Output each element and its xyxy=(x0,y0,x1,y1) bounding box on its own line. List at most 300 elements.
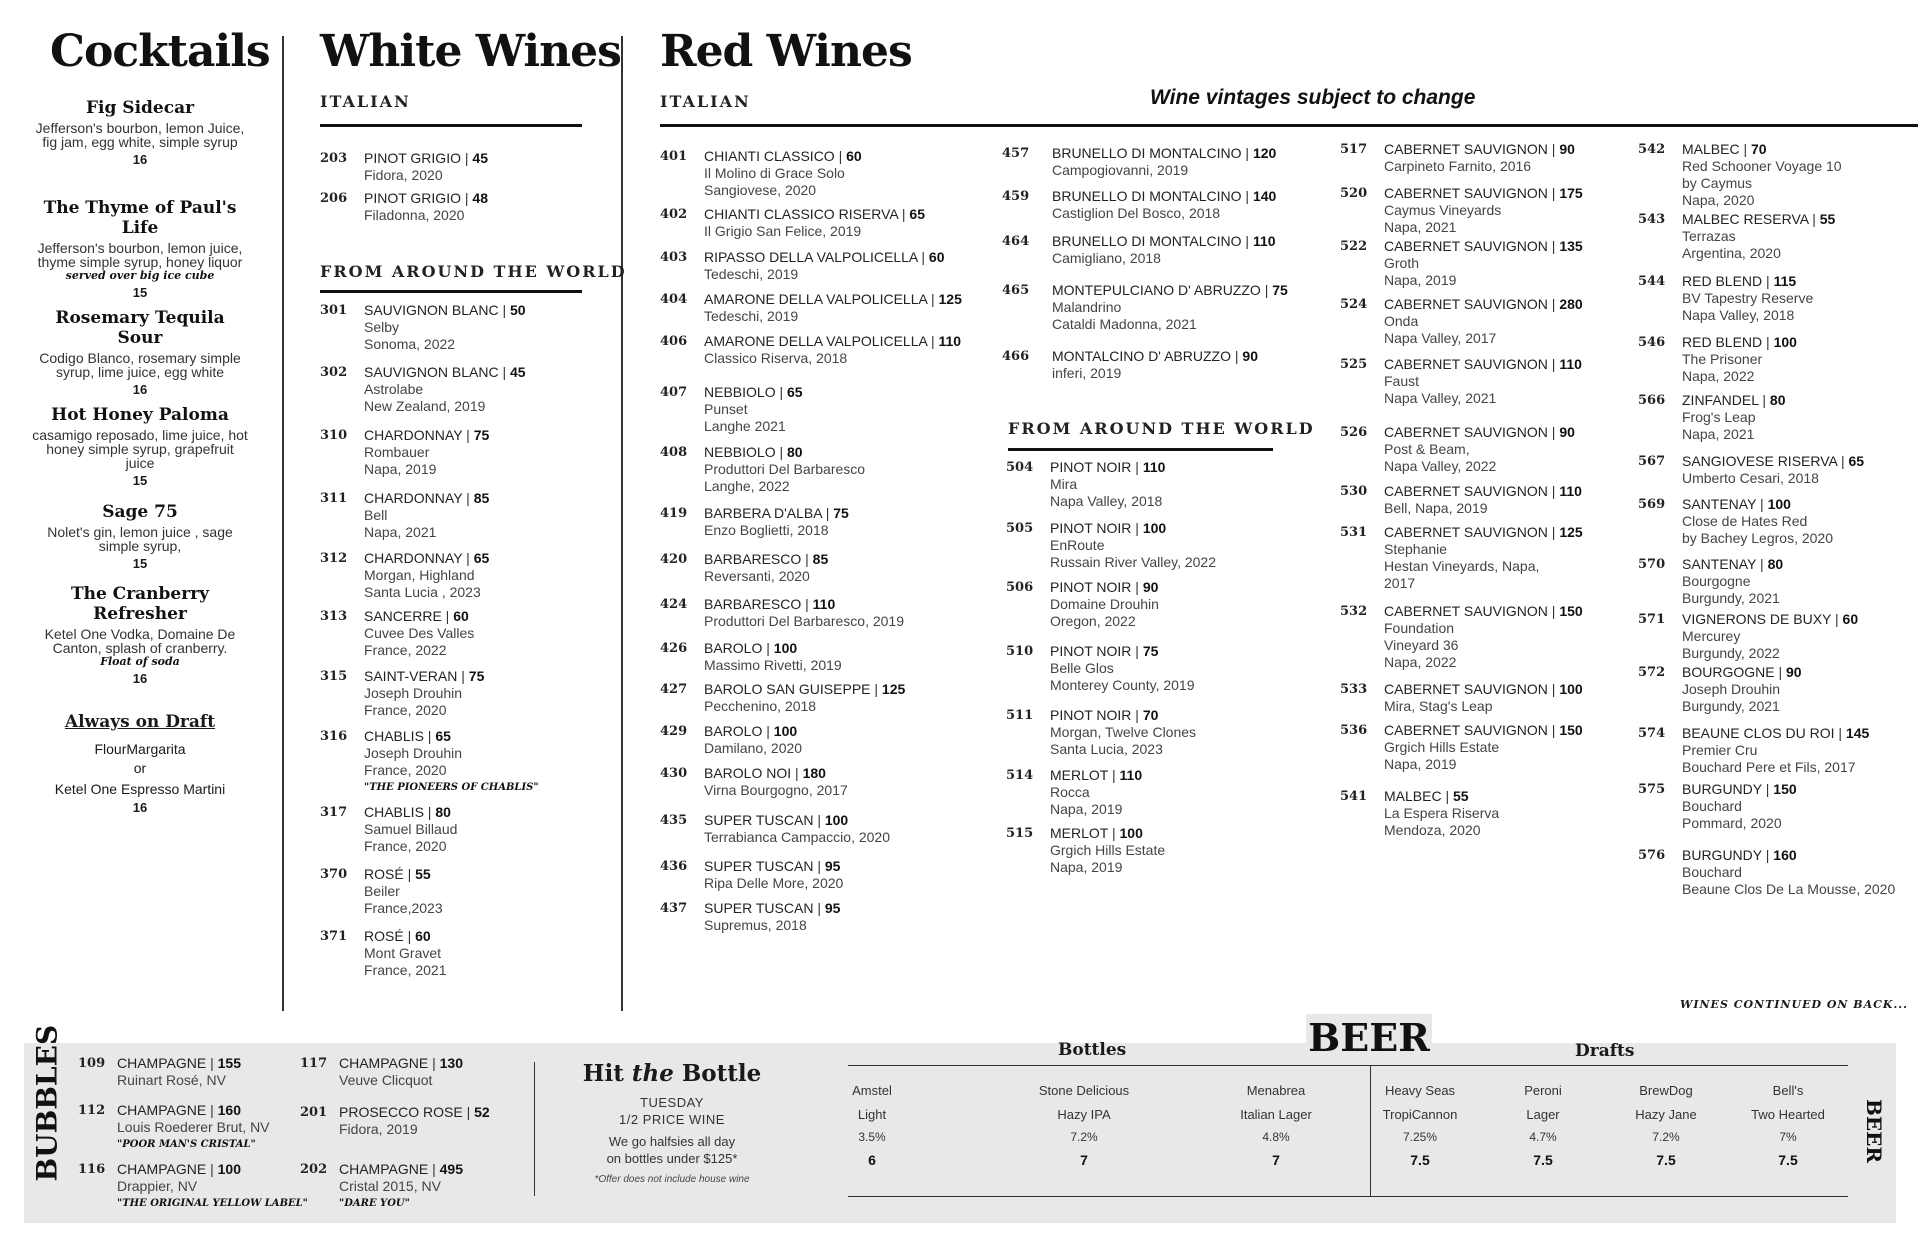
wine-title-line xyxy=(1682,847,1895,864)
white-world-label: FROM AROUND THE WORLD xyxy=(320,262,627,281)
wine-detail: Bell, Napa, 2019 xyxy=(1384,500,1488,516)
wine-detail: Classico Riserva, 2018 xyxy=(704,350,848,366)
wine-detail: Sonoma, 2022 xyxy=(364,336,456,352)
wine-name: PINOT NOIR xyxy=(1050,459,1132,475)
wine-detail: Mira xyxy=(1050,476,1078,492)
wine-detail: Napa, 2020 xyxy=(1682,192,1755,208)
wine-detail: Frog's Leap xyxy=(1682,409,1756,425)
wine-detail: Napa, 2021 xyxy=(1682,426,1755,442)
bubbles-entry xyxy=(300,1161,463,1212)
separator: | xyxy=(1131,579,1143,595)
wine-price: 80 xyxy=(1767,556,1784,572)
wine-detail: Domaine Drouhin xyxy=(1050,596,1159,612)
wine-detail: France, 2020 xyxy=(364,702,447,718)
wine-number: 570 xyxy=(1638,557,1666,572)
promo-title-pre: Hit xyxy=(582,1060,624,1087)
wine-entry xyxy=(320,728,539,796)
wine-number: 567 xyxy=(1638,454,1666,469)
separator: | xyxy=(1547,141,1560,157)
wine-name: PINOT NOIR xyxy=(1050,579,1132,595)
wine-entry xyxy=(1002,188,1276,222)
separator: | xyxy=(1761,847,1774,863)
wine-number: 406 xyxy=(660,334,688,349)
wine-detail: Ripa Delle More, 2020 xyxy=(704,875,844,891)
wine-number: 536 xyxy=(1340,723,1368,738)
separator: | xyxy=(1547,238,1560,254)
wine-number: 302 xyxy=(320,365,348,380)
wine-title-line xyxy=(704,384,803,401)
wine-price: 100 xyxy=(1142,520,1167,536)
wine-price: 60 xyxy=(453,608,469,624)
wine-price: 60 xyxy=(415,928,431,944)
wine-name: CABERNET SAUVIGNON xyxy=(1384,524,1548,540)
separator: | xyxy=(813,900,825,916)
wine-entry xyxy=(660,148,862,199)
wine-detail: Russain River Valley, 2022 xyxy=(1050,554,1217,570)
separator: | xyxy=(206,1055,218,1071)
wine-number: 370 xyxy=(320,867,348,882)
wine-price: 90 xyxy=(1559,424,1575,440)
beer-brand: Peroni xyxy=(1524,1083,1562,1098)
red-world-label: FROM AROUND THE WORLD xyxy=(1008,419,1315,438)
wine-detail: Produttori Del Barbaresco xyxy=(704,461,866,477)
separator: | xyxy=(1739,141,1751,157)
wine-detail: Mont Gravet xyxy=(364,945,442,961)
wine-title-line xyxy=(364,668,484,685)
wine-name: CHARDONNAY xyxy=(364,490,463,506)
wine-number: 546 xyxy=(1638,335,1666,350)
wine-tagline: "DARE YOU" xyxy=(339,1198,410,1209)
wine-price: 50 xyxy=(510,302,526,318)
wine-detail: Monterey County, 2019 xyxy=(1050,677,1195,693)
cocktail-note: served over big ice cube xyxy=(65,269,215,282)
separator: | xyxy=(1547,483,1560,499)
wine-detail: Hestan Vineyards, Napa, xyxy=(1384,558,1540,574)
wine-name: CHABLIS xyxy=(364,804,424,820)
separator: | xyxy=(462,427,474,443)
wine-detail: Mira, Stag's Leap xyxy=(1384,698,1493,714)
wine-title-line xyxy=(1052,188,1276,205)
continued-note: WINES CONTINUED ON BACK... xyxy=(1680,998,1908,1011)
wine-price: 45 xyxy=(472,150,488,166)
wine-price: 175 xyxy=(1559,185,1583,201)
wine-number: 576 xyxy=(1638,848,1666,863)
wine-entry xyxy=(320,550,489,601)
wine-entry xyxy=(1638,847,1895,898)
wine-name: PINOT GRIGIO xyxy=(364,190,461,206)
wine-name: MALBEC xyxy=(1682,141,1740,157)
wine-name: CHABLIS xyxy=(364,728,424,744)
wine-number: 525 xyxy=(1340,357,1368,372)
wine-detail: Grgich Hills Estate xyxy=(1050,842,1166,858)
cocktail-name: Hot Honey Paloma xyxy=(51,405,229,425)
separator: | xyxy=(460,150,473,166)
promo-title-mid: the xyxy=(631,1060,674,1087)
beer-title: BEER xyxy=(1306,1014,1432,1062)
wine-entry xyxy=(1638,141,1842,209)
wine-title-line xyxy=(1050,643,1195,660)
wine-detail: Rocca xyxy=(1050,784,1090,800)
separator: | xyxy=(1108,825,1120,841)
bubbles-entry xyxy=(300,1055,463,1089)
wine-detail: Mendoza, 2020 xyxy=(1384,822,1481,838)
wine-number: 429 xyxy=(660,724,688,739)
wine-name: ROSÉ xyxy=(364,866,404,882)
wine-price: 160 xyxy=(1773,847,1797,863)
wine-number: 402 xyxy=(660,207,688,222)
wine-entry xyxy=(1340,238,1583,289)
bottles-label: Bottles xyxy=(1058,1040,1127,1060)
wine-detail: Stephanie xyxy=(1384,541,1448,557)
wine-detail: Carpineto Farnito, 2016 xyxy=(1384,158,1532,174)
cocktail-item xyxy=(30,98,250,167)
wine-price: 80 xyxy=(787,444,803,460)
wine-title-line xyxy=(1384,681,1583,698)
wine-title-line xyxy=(117,1102,270,1119)
beer-abv: 4.7% xyxy=(1529,1130,1557,1144)
cocktail-price: 15 xyxy=(132,473,148,488)
separator: | xyxy=(791,765,803,781)
wine-title-line xyxy=(1682,664,1802,681)
wine-number: 515 xyxy=(1006,826,1034,841)
wine-title-line xyxy=(1682,781,1797,798)
wine-price: 100 xyxy=(1773,334,1797,350)
wine-entry xyxy=(1340,788,1499,839)
wine-number: 312 xyxy=(320,551,348,566)
wine-price: 115 xyxy=(1773,273,1797,289)
cocktail-name: The Cranberry Refresher xyxy=(70,584,210,624)
wine-detail: Oregon, 2022 xyxy=(1050,613,1136,629)
wine-detail: Santa Lucia, 2023 xyxy=(1050,741,1163,757)
separator: | xyxy=(1547,681,1560,697)
wine-tagline: "THE PIONEERS OF CHABLIS" xyxy=(364,782,539,793)
separator: | xyxy=(1834,725,1846,741)
separator: | xyxy=(821,505,834,521)
separator: | xyxy=(1761,781,1774,797)
wine-name: PINOT NOIR xyxy=(1050,707,1132,723)
wine-title-line xyxy=(364,150,488,167)
wine-entry xyxy=(660,384,803,435)
beer-brand: Menabrea xyxy=(1246,1083,1306,1098)
wine-entry xyxy=(1340,141,1575,175)
separator: | xyxy=(927,291,939,307)
wine-title-line xyxy=(1682,273,1813,290)
wine-price: 100 xyxy=(773,640,798,656)
wine-entry xyxy=(1002,282,1288,333)
wine-detail: Bouchard xyxy=(1682,864,1742,880)
wine-price: 70 xyxy=(1142,707,1159,723)
cocktail-item xyxy=(30,584,250,686)
separator: | xyxy=(206,1161,218,1177)
wine-title-line xyxy=(704,333,961,350)
wine-number: 459 xyxy=(1002,189,1030,204)
wine-title-line xyxy=(1682,211,1835,228)
wine-entry xyxy=(1006,459,1165,510)
wine-entry xyxy=(1002,348,1258,382)
cocktail-name: Fig Sidecar xyxy=(85,98,195,118)
wine-entry xyxy=(1006,579,1159,630)
promo-desc-line: on bottles under $125* xyxy=(606,1151,738,1166)
wine-entry xyxy=(1340,524,1583,592)
beer-item xyxy=(1004,1083,1164,1168)
wine-title-line xyxy=(364,364,526,381)
bubbles-entry xyxy=(78,1161,308,1212)
cocktail-item xyxy=(30,405,250,488)
wine-price: 100 xyxy=(1119,825,1143,841)
separator: | xyxy=(1756,556,1768,572)
wine-price: 110 xyxy=(1142,459,1166,475)
wine-detail: Drappier, NV xyxy=(117,1178,198,1194)
bubbles-entry xyxy=(78,1055,241,1089)
wine-entry xyxy=(660,900,840,934)
separator: | xyxy=(1547,185,1560,201)
wine-name: BURGUNDY xyxy=(1682,847,1762,863)
draft-price: 16 xyxy=(132,800,148,815)
wine-entry xyxy=(660,551,828,585)
wine-detail: Napa Valley, 2021 xyxy=(1384,390,1497,406)
wine-name: CHARDONNAY xyxy=(364,550,463,566)
separator: | xyxy=(1108,767,1120,783)
wine-detail: Supremus, 2018 xyxy=(704,917,807,933)
wine-price: 90 xyxy=(1786,664,1802,680)
separator: | xyxy=(897,206,910,222)
wine-name: BEAUNE CLOS DU ROI xyxy=(1682,725,1835,741)
wine-price: 140 xyxy=(1252,188,1277,204)
wine-title-line xyxy=(117,1161,308,1178)
separator: | xyxy=(1547,524,1560,540)
wine-title-line xyxy=(1052,145,1276,162)
wine-price: 65 xyxy=(1848,453,1865,469)
wine-number: 504 xyxy=(1006,460,1034,475)
wine-detail: Ruinart Rosé, NV xyxy=(117,1072,226,1088)
wine-entry xyxy=(1340,424,1575,475)
wine-number: 430 xyxy=(660,766,688,781)
wine-entry xyxy=(320,490,489,541)
wine-title-line xyxy=(704,765,848,782)
wine-detail: Virna Bourgogno, 2017 xyxy=(704,782,848,798)
wine-detail: Napa Valley, 2018 xyxy=(1050,493,1163,509)
wine-name: CABERNET SAUVIGNON xyxy=(1384,185,1548,201)
wine-detail: Tedeschi, 2019 xyxy=(704,308,799,324)
wine-price: 48 xyxy=(472,190,488,206)
wine-number: 437 xyxy=(660,901,688,916)
wine-price: 95 xyxy=(824,858,841,874)
wine-number: 517 xyxy=(1340,142,1368,157)
wine-detail: Napa, 2022 xyxy=(1384,654,1457,670)
wine-name: CABERNET SAUVIGNON xyxy=(1384,603,1548,619)
wine-detail: Burgundy, 2021 xyxy=(1682,698,1780,714)
wine-entry xyxy=(1340,483,1582,517)
wine-price: 90 xyxy=(1142,579,1159,595)
cocktails-title: Cocktails xyxy=(50,26,270,77)
wine-title-line xyxy=(1682,141,1842,158)
wine-number: 544 xyxy=(1638,274,1666,289)
beer-price: 7.5 xyxy=(1778,1152,1798,1168)
wine-detail: Punset xyxy=(704,401,748,417)
separator: | xyxy=(917,249,929,265)
wine-title-line xyxy=(704,640,842,657)
separator: | xyxy=(498,302,511,318)
separator: | xyxy=(762,640,774,656)
wine-name: BARBARESCO xyxy=(704,551,802,567)
wine-detail: Terrazas xyxy=(1682,228,1736,244)
wine-number: 505 xyxy=(1006,521,1034,536)
wine-price: 75 xyxy=(1272,282,1288,298)
wine-title-line xyxy=(1052,233,1276,250)
wine-detail: Veuve Clicquot xyxy=(339,1072,433,1088)
wine-entry xyxy=(320,928,447,979)
beer-style: Light xyxy=(857,1107,887,1122)
separator: | xyxy=(1808,211,1820,227)
wine-title-line xyxy=(1682,725,1869,742)
separator: | xyxy=(441,608,454,624)
separator: | xyxy=(462,550,474,566)
wine-title-line xyxy=(1384,356,1582,373)
wine-number: 202 xyxy=(300,1162,328,1177)
wine-detail: Post & Beam, xyxy=(1384,441,1470,457)
wine-number: 426 xyxy=(660,641,688,656)
wine-detail: Faust xyxy=(1384,373,1420,389)
wine-entry xyxy=(1340,356,1582,407)
separator: | xyxy=(1831,611,1843,627)
wine-detail: Cristal 2015, NV xyxy=(339,1178,441,1194)
draft-item: FlourMargarita xyxy=(94,741,186,757)
separator: | xyxy=(1547,722,1560,738)
beer-brand: Bell's xyxy=(1772,1083,1804,1098)
wine-number: 112 xyxy=(78,1103,106,1118)
wine-detail: Campogiovanni, 2019 xyxy=(1052,162,1189,178)
wine-price: 55 xyxy=(1453,788,1469,804)
separator: | xyxy=(206,1102,218,1118)
wine-price: 65 xyxy=(435,728,451,744)
red-wines-title: Red Wines xyxy=(660,26,912,77)
wine-name: BAROLO NOI xyxy=(704,765,792,781)
wine-number: 109 xyxy=(78,1056,106,1071)
wine-detail: Tedeschi, 2019 xyxy=(704,266,799,282)
wine-detail: Vineyard 36 xyxy=(1384,637,1459,653)
wine-number: 510 xyxy=(1006,644,1034,659)
wine-price: 75 xyxy=(468,668,485,684)
wine-detail: Napa, 2019 xyxy=(1384,756,1457,772)
wine-entry xyxy=(1638,334,1797,385)
wine-name: SANCERRE xyxy=(364,608,442,624)
wine-name: PINOT NOIR xyxy=(1050,643,1132,659)
wine-detail: Cuvee Des Valles xyxy=(364,625,475,641)
separator: | xyxy=(1547,424,1560,440)
wine-price: 135 xyxy=(1559,238,1583,254)
wine-title-line xyxy=(704,596,904,613)
wine-title-line xyxy=(704,206,925,223)
wine-detail: Pecchenino, 2018 xyxy=(704,698,817,714)
wine-title-line xyxy=(1384,524,1583,541)
wine-detail: Red Schooner Voyage 10 xyxy=(1682,158,1842,174)
wine-number: 533 xyxy=(1340,682,1368,697)
wine-detail: by Bachey Legros, 2020 xyxy=(1682,530,1833,546)
beer-brand: Amstel xyxy=(852,1083,892,1098)
wine-entry xyxy=(1340,722,1583,773)
separator: | xyxy=(1241,188,1253,204)
wine-detail: Selby xyxy=(364,319,400,335)
wine-detail: France, 2020 xyxy=(364,762,447,778)
draft-item: Ketel One Espresso Martini xyxy=(54,781,226,797)
wine-price: 90 xyxy=(1559,141,1575,157)
wine-detail: Belle Glos xyxy=(1050,660,1114,676)
separator: | xyxy=(1758,392,1770,408)
wine-detail: Beaune Clos De La Mousse, 2020 xyxy=(1682,881,1896,897)
wine-name: PINOT GRIGIO xyxy=(364,150,461,166)
wine-number: 531 xyxy=(1340,525,1368,540)
wine-entry xyxy=(1340,296,1583,347)
wine-price: 60 xyxy=(928,249,945,265)
wine-entry xyxy=(1638,781,1797,832)
cocktail-desc: Jefferson's bourbon, lemon juice, thyme simple syrup, honey liquor xyxy=(37,240,243,270)
wine-price: 280 xyxy=(1559,296,1583,312)
wine-detail: France, 2022 xyxy=(364,642,447,658)
wine-price: 495 xyxy=(439,1161,463,1177)
beer-price: 7 xyxy=(1272,1152,1280,1168)
wine-detail: Napa Valley, 2022 xyxy=(1384,458,1497,474)
wine-entry xyxy=(1638,392,1786,443)
wine-title-line xyxy=(704,551,828,568)
wine-entry xyxy=(320,150,488,184)
wine-number: 419 xyxy=(660,506,688,521)
beer-style: TropiCannon xyxy=(1382,1107,1458,1122)
wine-title-line xyxy=(1682,496,1833,513)
wine-number: 371 xyxy=(320,929,348,944)
white-wines-title: White Wines xyxy=(320,26,621,77)
wine-number: 520 xyxy=(1340,186,1368,201)
wine-name: ROSÉ xyxy=(364,928,404,944)
wine-number: 201 xyxy=(300,1105,328,1120)
wine-number: 522 xyxy=(1340,239,1368,254)
wine-price: 60 xyxy=(1842,611,1859,627)
wine-name: SUPER TUSCAN xyxy=(704,858,814,874)
cocktail-name: Rosemary Tequila Sour xyxy=(55,308,225,348)
wine-detail: Napa, 2019 xyxy=(1050,859,1123,875)
cocktail-item xyxy=(30,198,250,300)
wine-price: 55 xyxy=(415,866,431,882)
separator: | xyxy=(1241,145,1253,161)
wine-detail: New Zealand, 2019 xyxy=(364,398,486,414)
wine-name: NEBBIOLO xyxy=(704,384,776,400)
divider xyxy=(660,124,1918,127)
separator: | xyxy=(1547,603,1560,619)
wine-number: 575 xyxy=(1638,782,1666,797)
wine-number: 310 xyxy=(320,428,348,443)
separator: | xyxy=(403,866,416,882)
wine-number: 313 xyxy=(320,609,348,624)
wine-number: 466 xyxy=(1002,349,1030,364)
hit-the-bottle-promo xyxy=(572,1060,772,1185)
wine-detail: Louis Roederer Brut, NV xyxy=(117,1119,270,1135)
beer-item xyxy=(792,1083,952,1168)
bubbles-entry xyxy=(300,1104,490,1138)
wine-number: 407 xyxy=(660,385,688,400)
wine-name: CHAMPAGNE xyxy=(117,1102,207,1118)
wine-name: CABERNET SAUVIGNON xyxy=(1384,296,1548,312)
wine-name: MONTALCINO D' ABRUZZO xyxy=(1052,348,1231,364)
wine-name: CABERNET SAUVIGNON xyxy=(1384,238,1548,254)
cocktail-price: 15 xyxy=(132,556,148,571)
wine-name: SAINT-VERAN xyxy=(364,668,458,684)
wine-detail: Malandrino xyxy=(1052,299,1122,315)
wine-entry xyxy=(660,249,944,283)
separator: | xyxy=(423,728,436,744)
wine-price: 65 xyxy=(787,384,803,400)
wine-number: 315 xyxy=(320,669,348,684)
wine-detail: Joseph Drouhin xyxy=(1682,681,1781,697)
wine-detail: Umberto Cesari, 2018 xyxy=(1682,470,1819,486)
